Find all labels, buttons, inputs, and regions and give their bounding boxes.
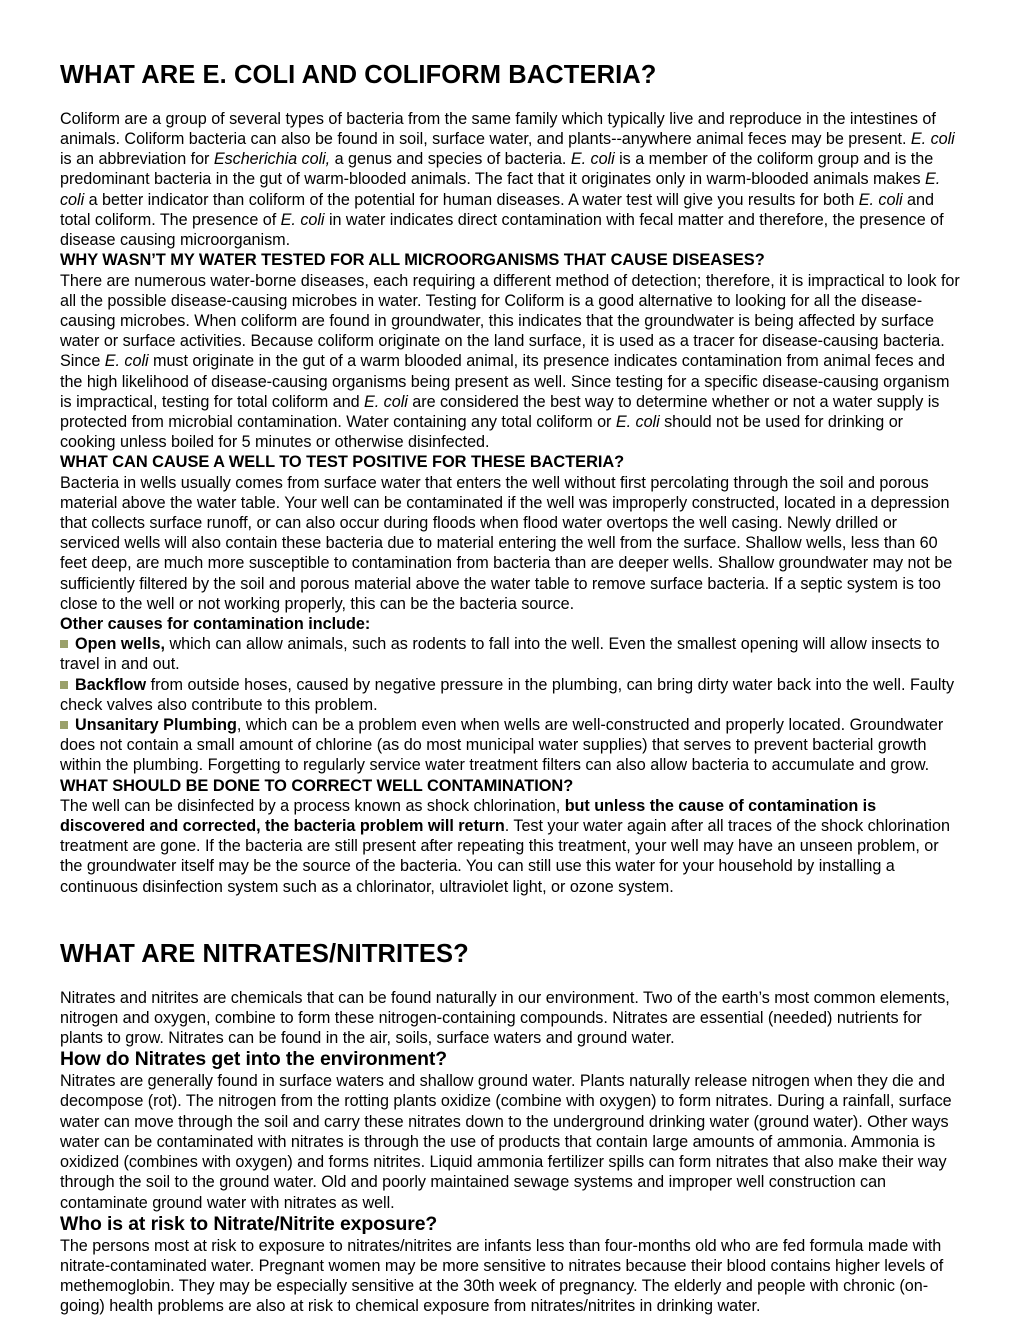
list-item (60, 634, 960, 674)
heading-why-not-tested: WHY WASN’T MY WATER TESTED FOR ALL MICROORGANISMS THAT CAUSE DISEASES? (60, 251, 765, 270)
list-item-text: , which can be a problem even when wells are well-constructed and properly located. Groundwater does not contain a small amount of chlorine (as do most municipal water supplies) that serves to prevent bacterial growth within the plumbing. Forgetting to regularly service water treatment filters can also allow bacteria to accumulate and grow. (60, 715, 944, 775)
text-run-italic: E. coli (364, 392, 408, 411)
heading-correct-contamination: WHAT SHOULD BE DONE TO CORRECT WELL CONTAMINATION? (60, 776, 574, 795)
heading-who-is-at-risk: Who is at risk to Nitrate/Nitrite exposure? (60, 1212, 438, 1235)
paragraph-correct-contamination (60, 796, 960, 897)
spacer (60, 92, 960, 109)
text-run: must originate in the gut of a warm blooded animal, its presence indicates contamination from animal feces and the high likelihood of disease-causing organisms being present as well. Since testing for a specific disease-causing organism is impractical, testing for total coliform and (60, 352, 950, 411)
page-title-ecoli: WHAT ARE E. COLI AND COLIFORM BACTERIA? (60, 61, 657, 89)
paragraph-nitrates-environment: Nitrates are generally found in surface waters and shallow ground water. Plants naturally release nitrogen when they die and decompose (rot). The nitrogen from the rotting plants oxidize (combine with oxygen) to form nitrates. During a rainfall, surface water can move through the soil and carry these nitrates down to the underground drinking water (ground water). Other ways water can be contaminated with nitrates is through the use of products that contain large amounts of ammonia. Ammonia is oxidized (combines with oxygen) and forms nitrites. Liquid ammonia fertilizer spills can form nitrates that also make their way through the soil to the ground water. Old and poorly maintained sewage systems and improper well construction can contaminate ground water with nitrates as well. (60, 1072, 952, 1212)
list-item-text: which can allow animals, such as rodents to fall into the well. Even the smallest opening will allow insects to travel in and out. (60, 635, 940, 674)
text-run-italic: E. coli (104, 352, 149, 371)
text-run-italic: E. coli (60, 170, 941, 209)
list-item-text: from outside hoses, caused by negative pressure in the plumbing, can bring dirty water back into the well. Faulty check valves also contribute to this problem. (60, 675, 955, 714)
heading-well-test-positive: WHAT CAN CAUSE A WELL TO TEST POSITIVE FOR THESE BACTERIA? (60, 453, 625, 472)
text-run: . Test your water again after all traces of the shock chlorination treatment are gone. If the bacteria are still present after repeating this treatment, your well may have an unseen problem, or the groundwater itself may be the source of the bacteria. You can still use this water for your household by installing a continuous disinfection system such as a chlorinator, ultraviolet light, or ozone system. (60, 816, 950, 896)
text-run: The well can be disinfected by a process known as shock chlorination, (60, 796, 565, 815)
text-run-italic: Escherichia coli, (213, 150, 331, 169)
paragraph-nitrates-intro: Nitrates and nitrites are chemicals that can be found naturally in our environment. Two of the earth’s most common elements, nitrogen and oxygen, combine to form these nitrogen-containing compounds. Nitrates are essential (needed) nutrients for plants to grow. Nitrates can be found in the air, soils, surface waters and ground water. (60, 988, 950, 1048)
text-run: is an abbreviation for (60, 150, 214, 169)
square-bullet-icon (60, 640, 68, 648)
page-title-nitrates: WHAT ARE NITRATES/NITRITES? (60, 939, 469, 968)
spacer (60, 897, 960, 927)
text-run-bold: but unless the cause of contamination is discovered and corrected, the bacteria problem will return (60, 796, 877, 835)
text-run-italic: E. coli (910, 130, 955, 149)
list-item-term: Backflow (75, 675, 147, 694)
text-run: a genus and species of bacteria. (330, 150, 571, 169)
text-run: There are numerous water-borne diseases, each requiring a different method of detection; therefore, it is impractical to look for all the possible disease-causing microbes in water. Testing for Coliform is a good alternative to looking for all the disease-causing microbes. When coliform are found in groundwater, this indicates that the groundwater is being affected by surface water or surface activities. Because coliform originate on the land surface, it is used as a tracer for disease-causing bacteria. Since (60, 271, 960, 371)
list-item (60, 715, 960, 776)
square-bullet-icon (60, 681, 68, 689)
spacer (60, 971, 960, 988)
text-run: should not be used for drinking or cooking unless boiled for 5 minutes or otherwise disinfected. (60, 412, 904, 452)
text-run: a better indicator than coliform of the potential for human diseases. A water test will give you results for both (84, 190, 859, 209)
paragraph-nitrates-risk: The persons most at risk to exposure to nitrates/nitrites are infants less than four-months old who are fed formula made with nitrate-contaminated water. Pregnant women may be more sensitive to nitrates because their blood contains higher levels of methemoglobin. They may be especially sensitive at the 30th week of pregnancy. The elderly and people with chronic (on-going) health problems are also at risk to chemical exposure from nitrates/nitrites in drinking water. (60, 1236, 944, 1316)
text-run: are considered the best way to determine whether or not a water supply is protected from microbial contamination. Water containing any total coliform or (60, 392, 940, 431)
square-bullet-icon (60, 721, 68, 729)
text-run: in water indicates direct contamination with fecal matter and therefore, the presence of disease causing microorganism. (60, 210, 944, 250)
text-run-italic: E. coli (615, 412, 660, 431)
text-run-italic: E. coli (280, 210, 325, 229)
text-run-italic: E. coli (858, 190, 903, 209)
list-other-causes (60, 634, 960, 775)
text-run-italic: E. coli (570, 150, 615, 169)
paragraph-microorganisms (60, 271, 960, 453)
heading-how-nitrates-environment: How do Nitrates get into the environment? (60, 1048, 447, 1071)
paragraph-coliform-intro (60, 109, 960, 250)
paragraph-well-positive: Bacteria in wells usually comes from surface water that enters the well without first percolating through the soil and porous material above the water table. Your well can be contaminated if the well was improperly constructed, located in a depression that collects surface runoff, or can also occur during floods when flood water overtops the well casing. Newly drilled or serviced wells will also contain these bacteria due to material entering the well from the surface. Shallow wells, less than 60 feet deep, are much more susceptible to contamination from bacteria than are deeper wells. Shallow groundwater may not be sufficiently filtered by the soil and porous material above the water table to remove surface bacteria. If a septic system is too close to the well or not working properly, this can be the bacteria source. (60, 473, 953, 613)
list-item-term: Unsanitary Plumbing (75, 715, 237, 734)
list-item-term: Open wells, (75, 635, 165, 654)
label-other-causes: Other causes for contamination include: (60, 614, 371, 633)
list-item (60, 675, 960, 715)
text-run: is a member of the coliform group and is the predominant bacteria in the gut of warm-blooded animals. The fact that it originates only in warm-blooded animals makes (60, 150, 934, 189)
text-run: Coliform are a group of several types of bacteria from the same family which typically live and reproduce in the intestines of animals. Coliform bacteria can also be found in soil, surface water, and plants--anywhere animal feces may be present. (60, 109, 936, 149)
text-run: and total coliform. The presence of (60, 190, 934, 229)
